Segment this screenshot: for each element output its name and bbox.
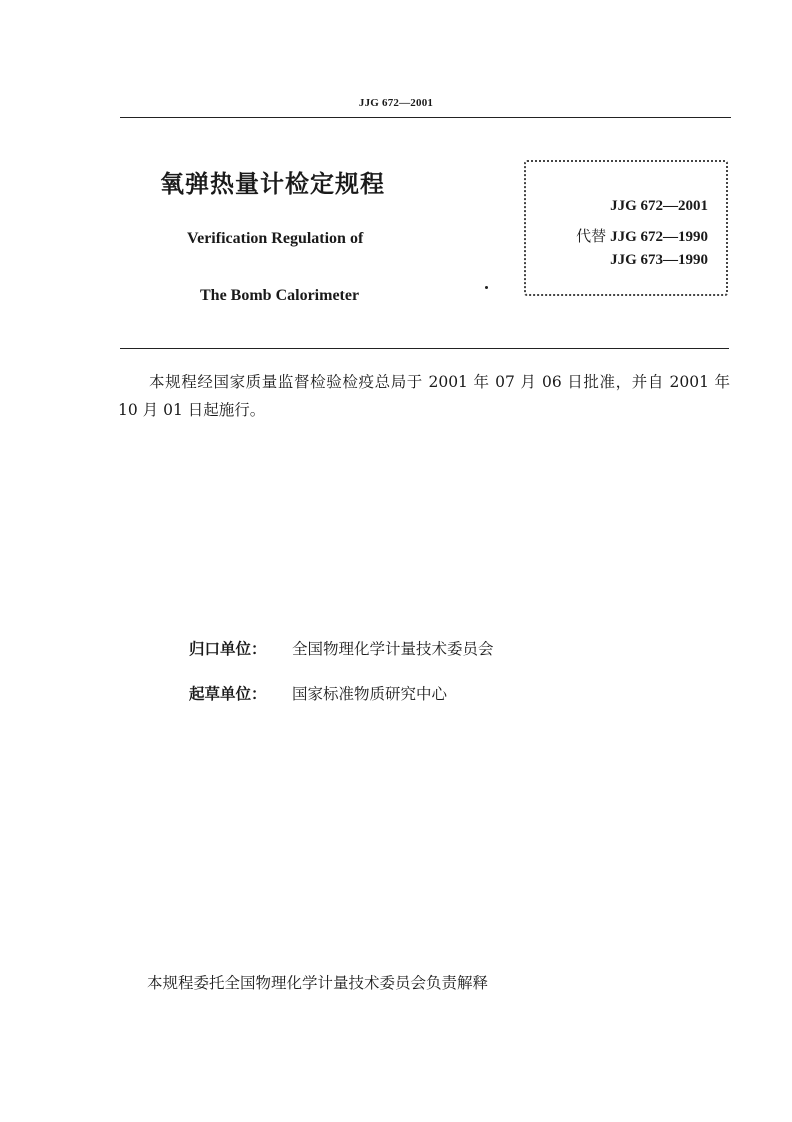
header-standard-code: JJG 672—2001 [358, 97, 434, 109]
org-row-drafting [189, 682, 447, 704]
org-value-drafting: 国家标准物质研究中心 [292, 685, 448, 703]
header-rule [120, 117, 731, 118]
approval-statement: 本规程经国家质量监督检验检疫总局于 2001 年 07 月 06 日批准，并自 2001 年 10 月 01 日起施行。 [118, 373, 730, 419]
page-title-chinese: 氧弹热量计检定规程 [160, 170, 385, 198]
org-label-drafting: 起草单位： [189, 685, 267, 703]
standard-replacement-box [524, 160, 728, 296]
page-title-english-line2: The Bomb Calorimeter [200, 287, 360, 304]
stray-dot [485, 286, 488, 289]
page-title-english-line1: Verification Regulation of [187, 230, 364, 247]
replaces-label: 代替 [576, 227, 607, 245]
replaced-standard-1: JJG 672—1990 [610, 229, 708, 245]
org-label-responsible: 归口单位： [189, 640, 267, 658]
standard-current-code: JJG 672—2001 [610, 198, 708, 214]
standard-replaces-line-1 [576, 225, 708, 246]
org-row-responsible [189, 637, 494, 659]
interpretation-note: 本规程委托全国物理化学计量技术委员会负责解释 [147, 974, 489, 992]
org-value-responsible: 全国物理化学计量技术委员会 [292, 640, 494, 658]
replaced-standard-2: JJG 673—1990 [610, 252, 708, 268]
section-rule [120, 348, 729, 349]
